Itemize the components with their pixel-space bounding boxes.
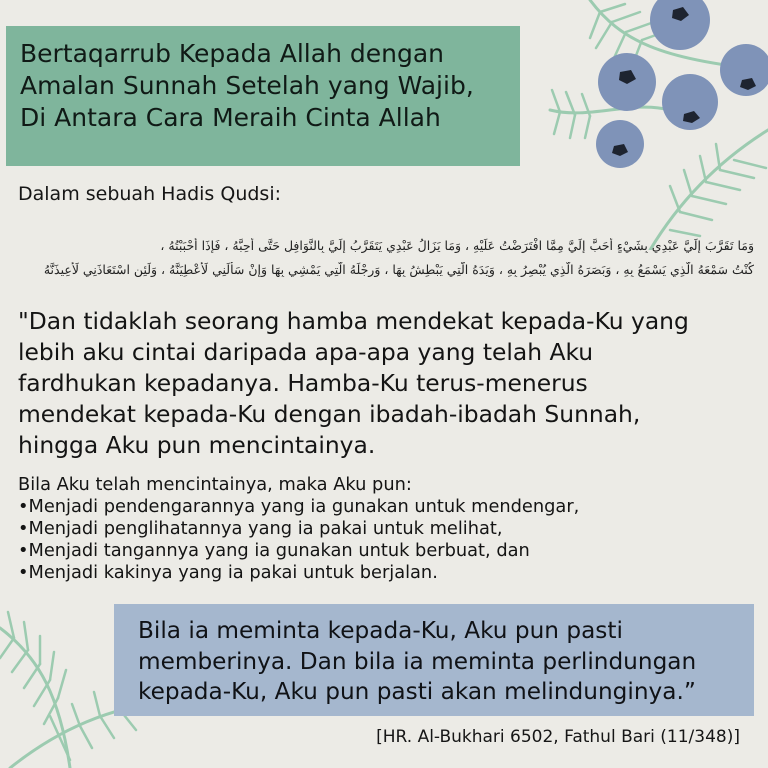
hadith-translation [18,306,689,461]
title-line: Bertaqarrub Kepada Allah dengan [20,39,444,68]
translation-line: mendekat kepada-Ku dengan ibadah-ibadah Sunnah, [18,400,641,428]
translation-line: fardhukan kepadanya. Hamba-Ku terus-menerus [18,369,588,397]
list-intro: Bila Aku telah mencintainya, maka Aku pun: [18,474,412,495]
benefits-list [18,474,579,584]
list-item: •Menjadi penglihatannya yang ia pakai untuk melihat, [18,518,503,539]
closing-line: kepada-Ku, Aku pun pasti akan melindunginya.” [138,678,696,705]
translation-line: lebih aku cintai daripada apa-apa yang telah Aku [18,338,594,366]
arabic-hadith-line: وَمَا تَقَرَّبَ إِلَيَّ عَبْدِي بِشَيْءٍ أَحَبَّ إِلَيَّ مِمَّا افْتَرَضْتُ عَلَيْهِ ، وَمَا يَزَالُ عَبْدِي يَتَقَرَّبُ إِلَيَّ بِالنَّوَافِلِ حَتَّى أُحِبَّهُ ، فَإِذَا أَحْبَبْتُهُ ، [160,238,754,253]
title-line: Amalan Sunnah Setelah yang Wajib, [20,71,474,100]
arabic-hadith-line: كُنْتُ سَمْعَهُ الَّذِي يَسْمَعُ بِهِ ، وَبَصَرَهُ الَّذِي يُبْصِرُ بِهِ ، وَيَدَهُ الَّتِي يَبْطِشُ بِهَا ، وَرِجْلَهُ الَّتِي يَمْشِي بِهَا وَإِنْ سَأَلَنِي لَأُعْطِيَنَّهُ ، وَلَئِنِ اسْتَعَاذَنِي لَأُعِيذَنَّهُ [43,262,754,277]
list-item: •Menjadi tangannya yang ia gunakan untuk berbuat, dan [18,540,530,561]
translation-line: hingga Aku pun mencintainya. [18,431,376,459]
closing-box [114,604,754,716]
leaf-branch-top-right-decoration [530,0,768,250]
citation: [HR. Al-Bukhari 6502, Fathul Bari (11/348)] [376,727,740,747]
title-line: Di Antara Cara Meraih Cinta Allah [20,103,441,132]
closing-line: memberinya. Dan bila ia meminta perlindungan [138,647,697,675]
intro-heading: Dalam sebuah Hadis Qudsi: [18,183,282,205]
title-box [6,26,520,166]
translation-line: "Dan tidaklah seorang hamba mendekat kepada-Ku yang [18,307,689,335]
closing-line: Bila ia meminta kepada-Ku, Aku pun pasti [138,617,623,644]
list-item: •Menjadi pendengarannya yang ia gunakan untuk mendengar, [18,496,580,517]
list-item: •Menjadi kakinya yang ia pakai untuk berjalan. [18,562,438,583]
